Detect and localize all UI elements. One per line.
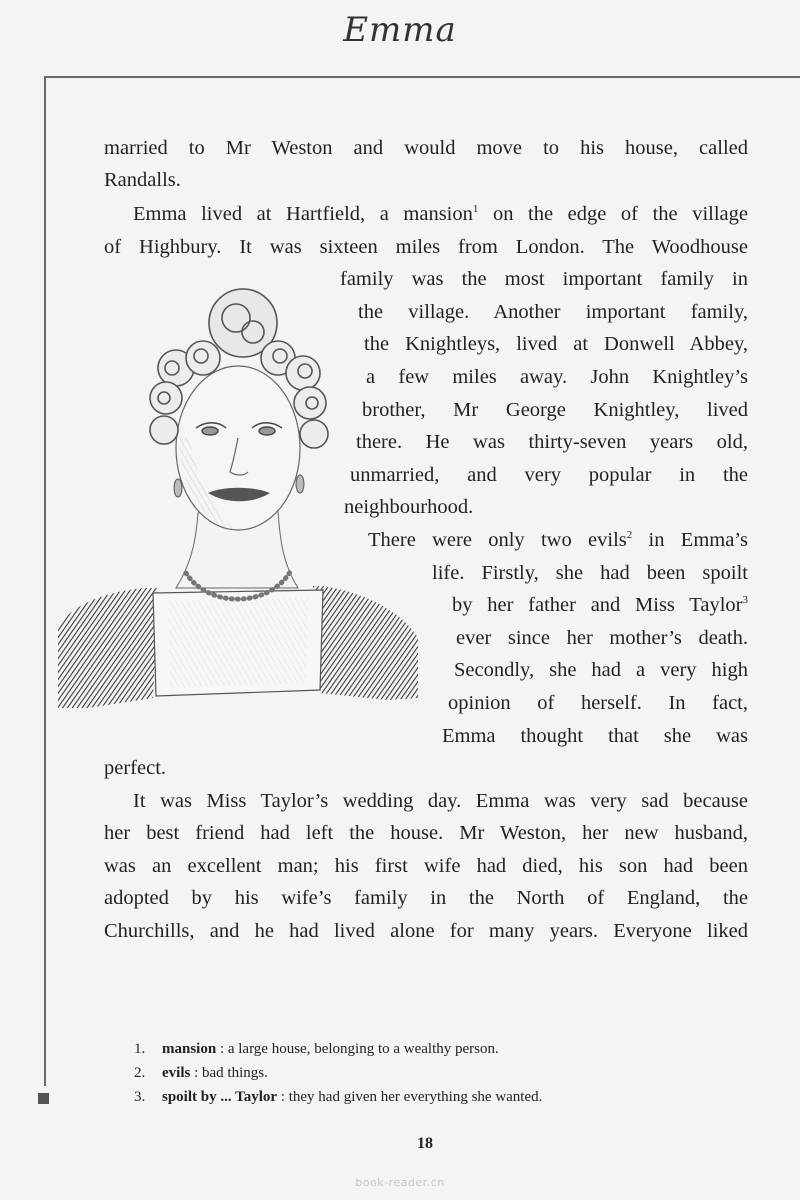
text-line: ever since her mother’s death. xyxy=(456,627,748,649)
watermark: book-reader.cn xyxy=(355,1176,445,1189)
text-line: the village. Another important family, xyxy=(358,301,748,323)
text-line: was an excellent man; his first wife had died, his son had been xyxy=(104,855,748,877)
text-line: life. Firstly, she had been spoilt xyxy=(432,562,748,584)
footnote-marker: 1 xyxy=(472,203,479,216)
text-line-part: in Emma’s xyxy=(632,529,748,551)
footnote-definition: : they had given her everything she wanted. xyxy=(277,1089,543,1105)
footnote-3 xyxy=(134,1085,542,1109)
frame-left-rule xyxy=(44,76,46,1086)
earring-left xyxy=(174,479,182,497)
text-line: married to Mr Weston and would move to his house, called xyxy=(104,137,748,159)
text-line: her best friend had left the house. Mr Weston, her new husband, xyxy=(104,822,748,844)
footnote-term: evils xyxy=(162,1065,191,1081)
text-line xyxy=(452,590,748,620)
chest-shading xyxy=(168,598,308,688)
text-line: brother, Mr George Knightley, lived xyxy=(362,399,748,421)
earring-right xyxy=(296,475,304,493)
text-line: opinion of herself. In fact, xyxy=(448,692,748,714)
text-line-part: Emma lived at Hartfield, a mansion xyxy=(133,203,473,225)
text-line: there. He was thirty-seven years old, xyxy=(356,431,748,453)
text-line: neighbourhood. xyxy=(344,496,474,518)
page-number: 18 xyxy=(417,1135,433,1152)
emma-portrait-illustration xyxy=(58,288,418,718)
text-line: perfect. xyxy=(104,757,167,779)
text-line-part: There were only two evils xyxy=(368,529,627,551)
dress-shape xyxy=(313,586,418,700)
footnote-definition: : bad things. xyxy=(190,1065,268,1081)
text-line-part: on the edge of the village xyxy=(478,203,748,225)
text-line: Emma thought that she was xyxy=(442,725,748,747)
text-line: the Knightleys, lived at Donwell Abbey, xyxy=(364,333,748,355)
footnote-number: 2. xyxy=(134,1065,146,1081)
dress-shape xyxy=(58,588,158,708)
footnote-2 xyxy=(134,1061,268,1085)
text-line: adopted by his wife’s family in the North of England, the xyxy=(104,887,748,909)
footnote-number: 1. xyxy=(134,1041,146,1057)
text-line: a few miles away. John Knightley’s xyxy=(366,366,748,388)
corner-marker xyxy=(38,1093,49,1104)
footnote-term: mansion xyxy=(162,1041,217,1057)
text-line: Randalls. xyxy=(104,169,181,191)
footnote-term: spoilt by ... Taylor xyxy=(162,1089,278,1105)
face xyxy=(176,366,300,530)
footnote-number: 3. xyxy=(134,1089,146,1105)
frame-top-rule xyxy=(44,76,800,78)
footnote-marker: 2 xyxy=(626,529,633,542)
footnote-definition: : a large house, belonging to a wealthy person. xyxy=(216,1041,499,1057)
footnote-1 xyxy=(134,1037,499,1061)
chapter-title: Emma xyxy=(343,10,457,50)
text-line xyxy=(133,199,748,229)
text-line: unmarried, and very popular in the xyxy=(350,464,748,486)
footnote-marker: 3 xyxy=(742,594,748,607)
text-line: Secondly, she had a very high xyxy=(454,659,748,681)
text-line: family was the most important family in xyxy=(340,268,748,290)
text-line-part: by her father and Miss Taylor xyxy=(452,594,743,616)
text-line: Churchills, and he had lived alone for many years. Everyone liked xyxy=(104,920,748,942)
text-line xyxy=(368,525,748,555)
text-line: of Highbury. It was sixteen miles from London. The Woodhouse xyxy=(104,236,748,258)
text-line: It was Miss Taylor’s wedding day. Emma was very sad because xyxy=(133,790,748,812)
